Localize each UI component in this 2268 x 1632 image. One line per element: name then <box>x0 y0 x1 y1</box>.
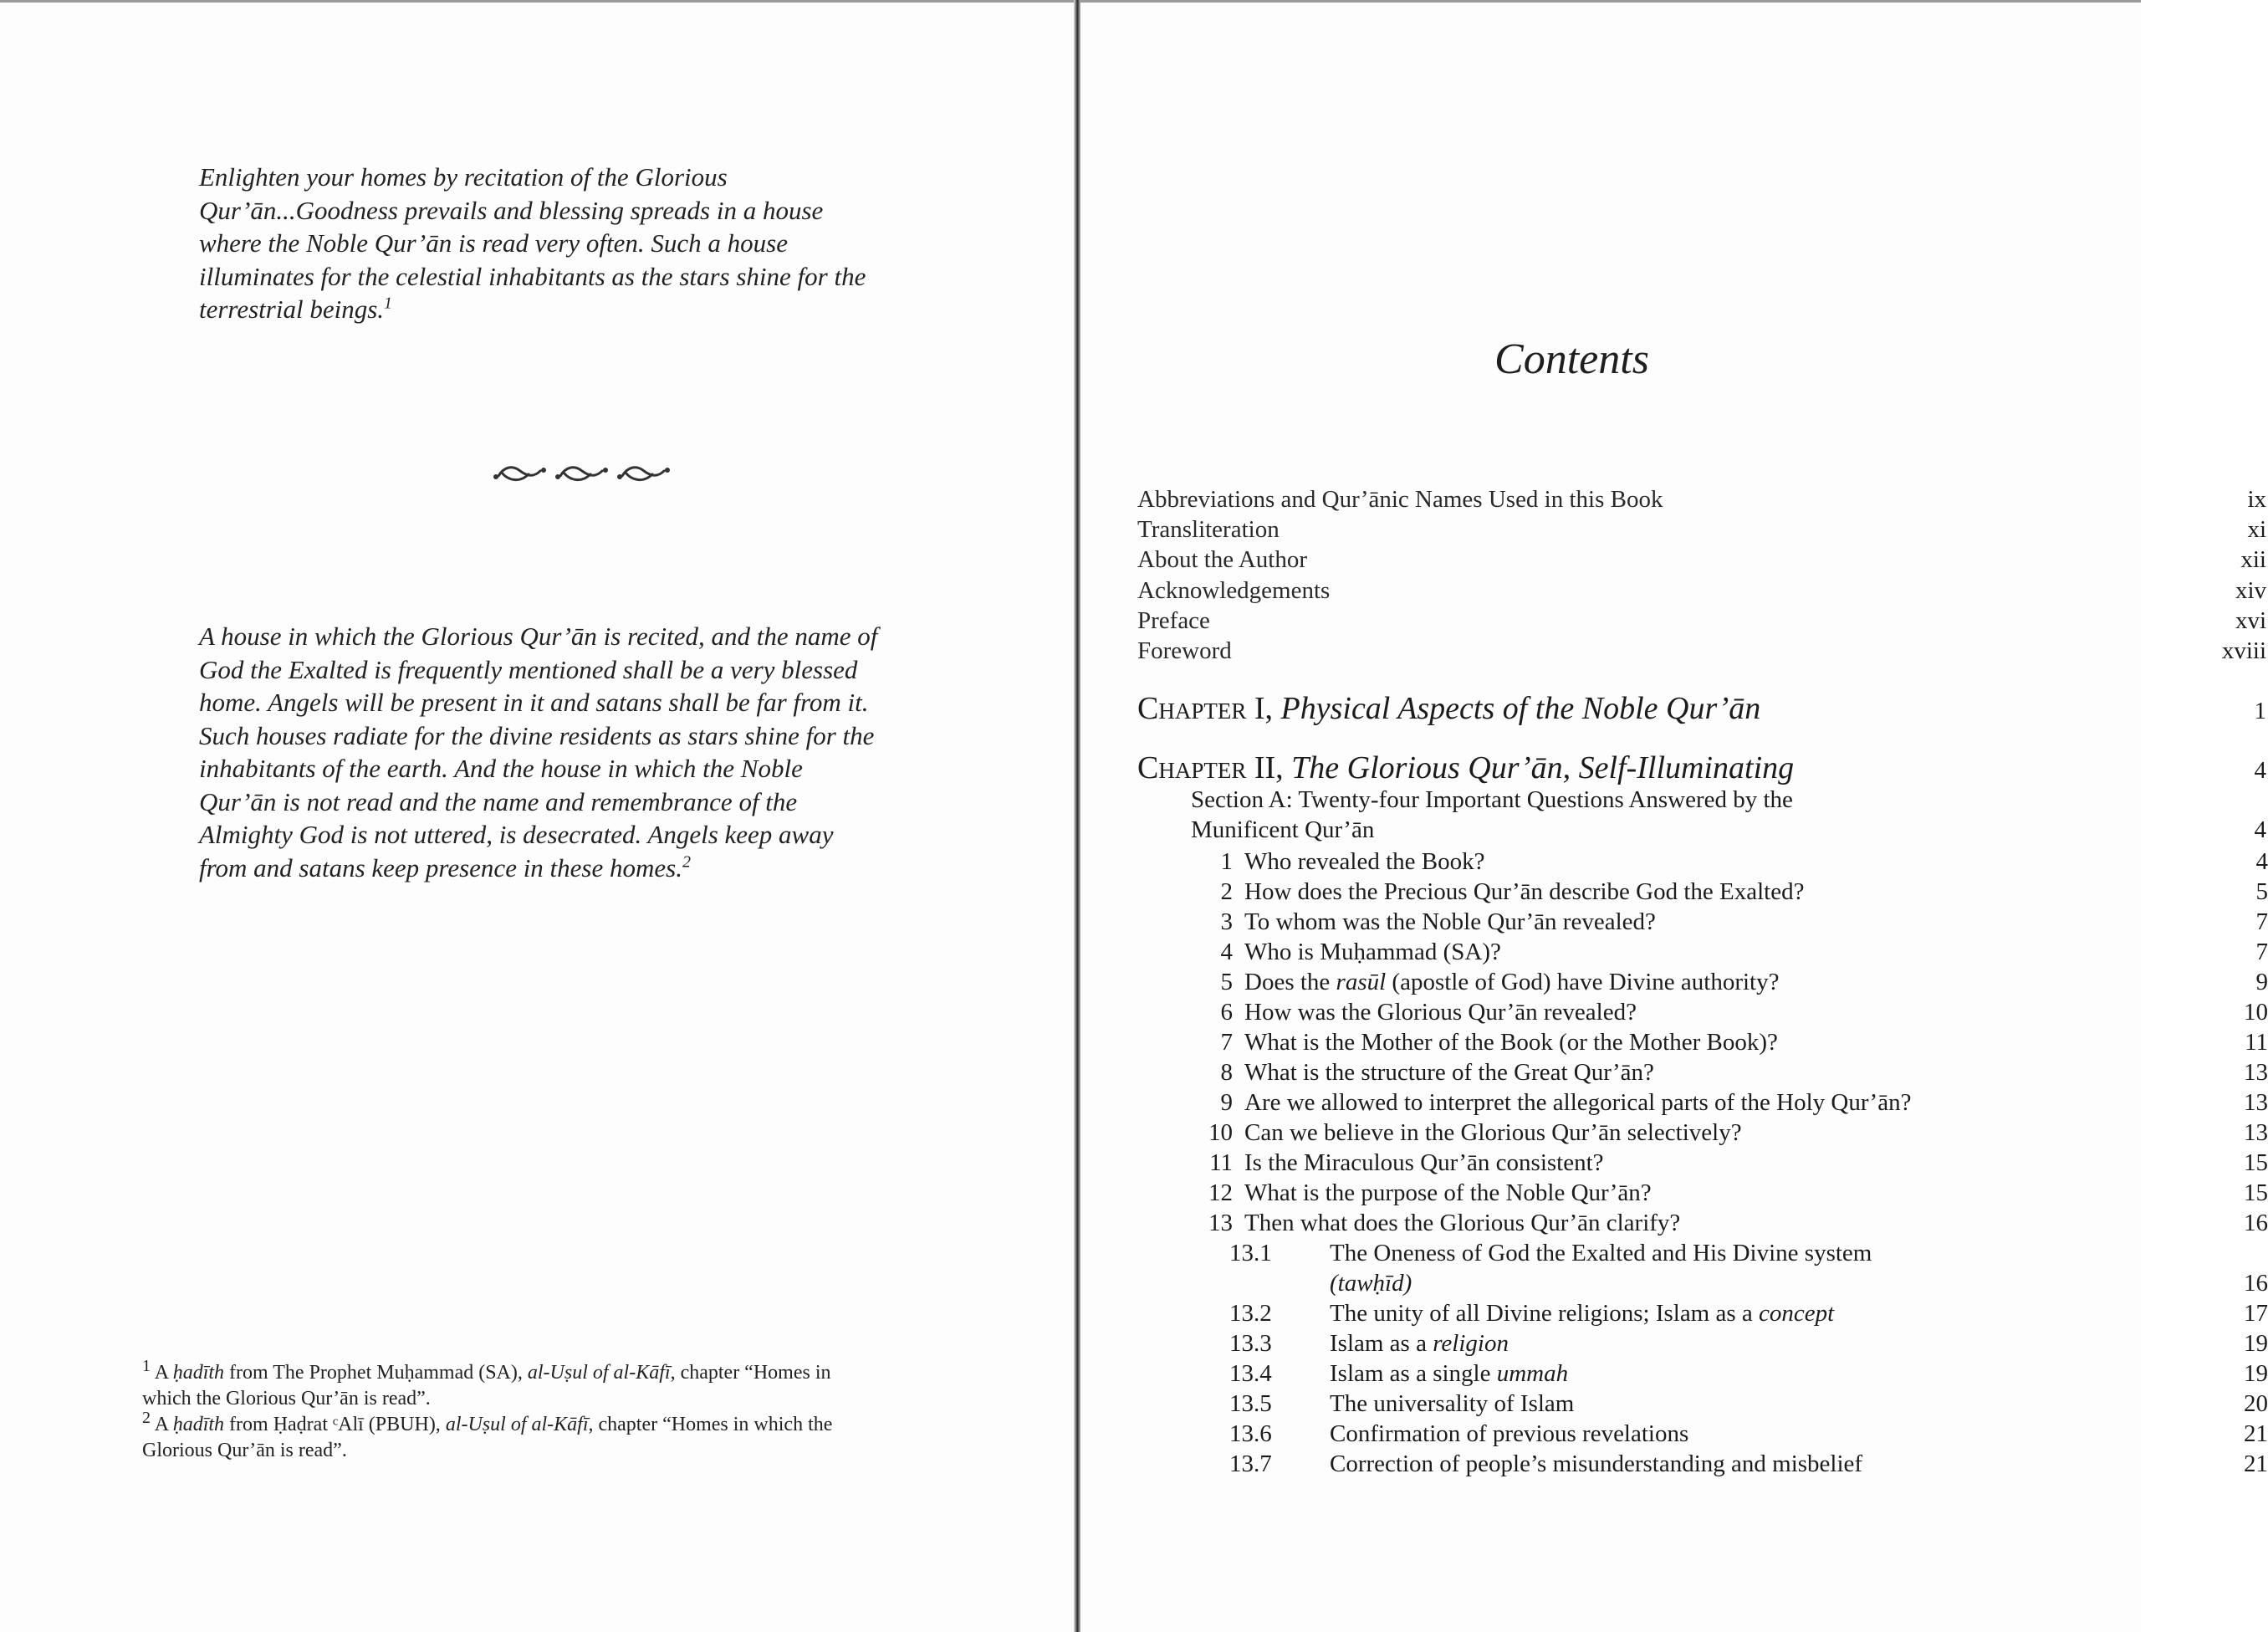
right-page <box>1080 0 2268 1632</box>
toc-entry-label: Abbreviations and Qur’ānic Names Used in this Book <box>1137 486 1663 513</box>
toc-question-13[interactable] <box>1189 1208 2268 1238</box>
question-text: Is the Miraculous Qur’ān consistent? <box>1244 1149 1604 1176</box>
chapter-numeral: II, <box>1246 750 1292 785</box>
epigraph-2 <box>199 620 994 884</box>
question-text: Who revealed the Book? <box>1244 848 1485 875</box>
subsection-text: Correction of people’s misunderstanding and misbelief <box>1330 1450 1863 1477</box>
toc-entry-foreword[interactable] <box>1137 636 2266 666</box>
question-number: 11 <box>1209 1149 1233 1176</box>
toc-subsection-13-3[interactable] <box>1229 1328 2268 1358</box>
toc-entry-acknowledgements[interactable] <box>1137 576 2266 606</box>
ornamental-divider-icon <box>492 456 679 489</box>
toc-page-number: 13 <box>2244 1059 2268 1086</box>
toc-page-number: 21 <box>2244 1450 2268 1477</box>
subsection-number: 13.7 <box>1229 1450 1272 1477</box>
toc-question-5[interactable] <box>1189 967 2268 997</box>
footnote-line-2: which the Glorious Qur’ān is read”. <box>142 1388 431 1409</box>
epigraph-line: Such houses radiate for the divine residents as stars shine for the <box>199 720 875 750</box>
epigraph-line <box>199 293 994 326</box>
question-number: 6 <box>1220 999 1233 1026</box>
epigraph-line-text: terrestrial beings. <box>199 294 385 324</box>
question-number: 12 <box>1208 1179 1233 1206</box>
section-title-line-1: Section A: Twenty-four Important Questions Answered by the <box>1191 786 1793 813</box>
epigraph-1 <box>199 161 994 326</box>
toc-page-number: 19 <box>2244 1360 2268 1387</box>
toc-page-number: xiv <box>2235 577 2266 604</box>
toc-entry-label: Acknowledgements <box>1137 577 1331 604</box>
question-number: 4 <box>1220 939 1233 965</box>
toc-entry-label: About the Author <box>1137 546 1307 573</box>
toc-page-number: 16 <box>2244 1210 2268 1236</box>
subsection-term: ummah <box>1496 1360 1569 1387</box>
toc-subsection-13-2[interactable] <box>1229 1298 2268 1328</box>
footnote-text: A <box>154 1414 173 1435</box>
epigraph-line: A house in which the Glorious Qur’ān is recited, and the name of <box>199 622 878 651</box>
toc-chapter-2[interactable] <box>1137 749 2266 786</box>
footnote-text: , chapter “Homes in which the <box>588 1414 833 1435</box>
question-text: What is the Mother of the Book (or the Mother Book)? <box>1244 1029 1778 1056</box>
subsection-number: 13.4 <box>1229 1360 1272 1387</box>
toc-subsection-13-5[interactable] <box>1229 1389 2268 1419</box>
toc-entry-about-author[interactable] <box>1137 545 2266 575</box>
toc-entry-label: Transliteration <box>1137 516 1280 543</box>
toc-question-7[interactable] <box>1189 1027 2268 1057</box>
footnote-text: from Ḥaḍrat ᶜAlī (PBUH), <box>224 1414 446 1435</box>
toc-page-number: 7 <box>2255 939 2268 965</box>
toc-entry-abbreviations[interactable] <box>1137 484 2266 514</box>
contents-title: Contents <box>1494 335 1649 383</box>
section-title-line-2: Munificent Qur’ān <box>1191 816 1375 843</box>
epigraph-line <box>199 852 994 885</box>
question-number: 7 <box>1220 1029 1233 1056</box>
question-number: 1 <box>1220 848 1233 875</box>
question-text: To whom was the Noble Qur’ān revealed? <box>1244 908 1656 935</box>
toc-page-number: 5 <box>2255 878 2268 905</box>
question-term: rasūl <box>1336 969 1387 995</box>
epigraph-line: Qur’ān...Goodness prevails and blessing spreads in a house <box>199 195 824 225</box>
toc-page-number: 9 <box>2255 969 2268 995</box>
toc-page-number: 13 <box>2244 1089 2268 1116</box>
toc-page-number: 20 <box>2244 1390 2268 1417</box>
footnote-number: 1 <box>142 1357 151 1375</box>
question-text: What is the purpose of the Noble Qur’ān? <box>1244 1179 1652 1206</box>
toc-chapter-1[interactable] <box>1137 690 2266 727</box>
toc-question-12[interactable] <box>1189 1178 2268 1208</box>
subsection-term: concept <box>1759 1300 1835 1327</box>
chapter-numeral: I, <box>1246 691 1281 726</box>
toc-page-number: 10 <box>2244 999 2268 1026</box>
toc-page-number: 15 <box>2244 1179 2268 1206</box>
toc-page-number: 4 <box>2255 848 2268 875</box>
epigraph-line: Almighty God is not uttered, is desecrated. Angels keep away <box>199 820 834 849</box>
question-text: What is the structure of the Great Qur’ān? <box>1244 1059 1654 1086</box>
toc-question-3[interactable] <box>1189 907 2268 937</box>
subsection-text: Islam as a single <box>1330 1360 1497 1387</box>
subsection-number: 13.3 <box>1229 1330 1272 1357</box>
footnote-text-italic: ḥadīth <box>172 1414 225 1435</box>
question-number: 9 <box>1220 1089 1233 1116</box>
book-gutter <box>1074 0 1080 1632</box>
toc-page-number: 19 <box>2244 1330 2268 1357</box>
toc-page-number: 4 <box>2254 816 2266 843</box>
toc-question-10[interactable] <box>1189 1118 2268 1148</box>
chapter-label: Chapter <box>1137 691 1247 726</box>
toc-page-number: xii <box>2240 546 2266 573</box>
epigraph-line: God the Exalted is frequently mentioned shall be a very blessed <box>199 654 858 684</box>
toc-question-8[interactable] <box>1189 1057 2268 1087</box>
toc-entry-label: Preface <box>1137 607 1210 634</box>
footnote-source-title: al-Uṣul of al-Kāfī <box>527 1362 671 1384</box>
toc-page-number: 13 <box>2244 1119 2268 1146</box>
epigraph-line: Qur’ān is not read and the name and remembrance of the <box>199 786 798 816</box>
toc-entry-transliteration[interactable] <box>1137 514 2266 545</box>
toc-question-4[interactable] <box>1189 937 2268 967</box>
subsection-text: Confirmation of previous revelations <box>1330 1420 1689 1447</box>
subsection-text: The Oneness of God the Exalted and His Divine system <box>1330 1240 1872 1266</box>
question-number: 8 <box>1220 1059 1233 1086</box>
toc-page-number: 21 <box>2244 1420 2268 1447</box>
toc-question-6[interactable] <box>1189 997 2268 1027</box>
toc-entry-label: Foreword <box>1137 637 1232 664</box>
question-text: How was the Glorious Qur’ān revealed? <box>1244 999 1637 1026</box>
toc-page-number: ix <box>2247 486 2266 513</box>
question-number: 13 <box>1208 1210 1233 1236</box>
question-text: (apostle of God) have Divine authority? <box>1386 969 1780 995</box>
chapter-title: Physical Aspects of the Noble Qur’ān <box>1280 691 1761 726</box>
subsection-term: religion <box>1433 1330 1509 1357</box>
epigraph-line: where the Noble Qur’ān is read very often. Such a house <box>199 228 788 258</box>
toc-page-number: 17 <box>2244 1300 2268 1327</box>
toc-page-number: xi <box>2247 516 2266 543</box>
toc-question-11[interactable] <box>1189 1148 2268 1178</box>
toc-question-9[interactable] <box>1189 1087 2268 1118</box>
toc-page-number: 7 <box>2255 908 2268 935</box>
toc-subsection-13-1[interactable] <box>1229 1238 2268 1298</box>
toc-page-number: 15 <box>2244 1149 2268 1176</box>
toc-page-number: 16 <box>2244 1270 2268 1297</box>
subsection-number: 13.6 <box>1229 1420 1272 1447</box>
question-text: Are we allowed to interpret the allegorical parts of the Holy Qur’ān? <box>1244 1089 1912 1116</box>
question-number: 5 <box>1220 969 1233 995</box>
question-text: Then what does the Glorious Qur’ān clarify? <box>1244 1210 1681 1236</box>
footnote-text: A <box>154 1362 173 1384</box>
epigraph-line: home. Angels will be present in it and satans shall be far from it. <box>199 688 869 717</box>
question-text: Does the <box>1244 969 1336 995</box>
question-text: Can we believe in the Glorious Qur’ān selectively? <box>1244 1119 1742 1146</box>
question-text: How does the Precious Qur’ān describe God the Exalted? <box>1244 878 1805 905</box>
subsection-number: 13.1 <box>1229 1240 1272 1266</box>
footnote-1 <box>142 1357 1030 1412</box>
chapter-title: The Glorious Qur’ān, Self-Illuminating <box>1291 750 1795 785</box>
epigraph-line: Enlighten your homes by recitation of the Glorious <box>199 162 728 192</box>
toc-page-number: 4 <box>2254 757 2266 784</box>
subsection-number: 13.2 <box>1229 1300 1272 1327</box>
toc-page-number: 11 <box>2245 1029 2268 1056</box>
toc-question-1[interactable] <box>1189 847 2268 877</box>
subsection-text: Islam as a <box>1330 1330 1433 1357</box>
question-number: 10 <box>1208 1119 1233 1146</box>
subsection-number: 13.5 <box>1229 1390 1272 1417</box>
toc-page-number: xviii <box>2221 637 2266 664</box>
epigraph-line: illuminates for the celestial inhabitants as the stars shine for the <box>199 261 866 291</box>
footnote-2 <box>142 1409 1030 1464</box>
toc-section-a[interactable] <box>1191 785 2266 845</box>
subsection-text: The universality of Islam <box>1330 1390 1575 1417</box>
subsection-text: The unity of all Divine religions; Islam as a <box>1330 1300 1760 1327</box>
footnote-text: , chapter “Homes in <box>670 1362 831 1384</box>
left-page <box>0 0 1074 1632</box>
toc-subsection-13-6[interactable] <box>1229 1419 2268 1449</box>
footnotes <box>142 1357 1030 1464</box>
footnote-line-2: Glorious Qur’ān is read”. <box>142 1440 347 1461</box>
question-number: 3 <box>1220 908 1233 935</box>
footnote-text-italic: ḥadīth <box>172 1362 225 1384</box>
toc-question-2[interactable] <box>1189 877 2268 907</box>
footnote-text: from The Prophet Muḥammad (SA), <box>224 1362 528 1384</box>
toc-page-number: xvi <box>2235 607 2266 634</box>
footnote-number: 2 <box>142 1409 151 1427</box>
question-number: 2 <box>1220 878 1233 905</box>
toc-page-number: 1 <box>2254 698 2266 724</box>
question-text: Who is Muḥammad (SA)? <box>1244 939 1501 965</box>
subsection-term: (tawḥīd) <box>1330 1270 1412 1297</box>
toc-entry-preface[interactable] <box>1137 606 2266 636</box>
epigraph-line-text: from and satans keep presence in these homes. <box>199 852 682 883</box>
toc-subsection-13-4[interactable] <box>1229 1358 2268 1389</box>
footnote-ref-1: 1 <box>384 294 393 313</box>
footnote-ref-2: 2 <box>682 852 691 872</box>
toc-subsection-13-7[interactable] <box>1229 1449 2268 1479</box>
footnote-source-title: al-Uṣul of al-Kāfī <box>445 1414 589 1435</box>
chapter-label: Chapter <box>1137 750 1247 785</box>
epigraph-line: inhabitants of the earth. And the house in which the Noble <box>199 754 803 783</box>
